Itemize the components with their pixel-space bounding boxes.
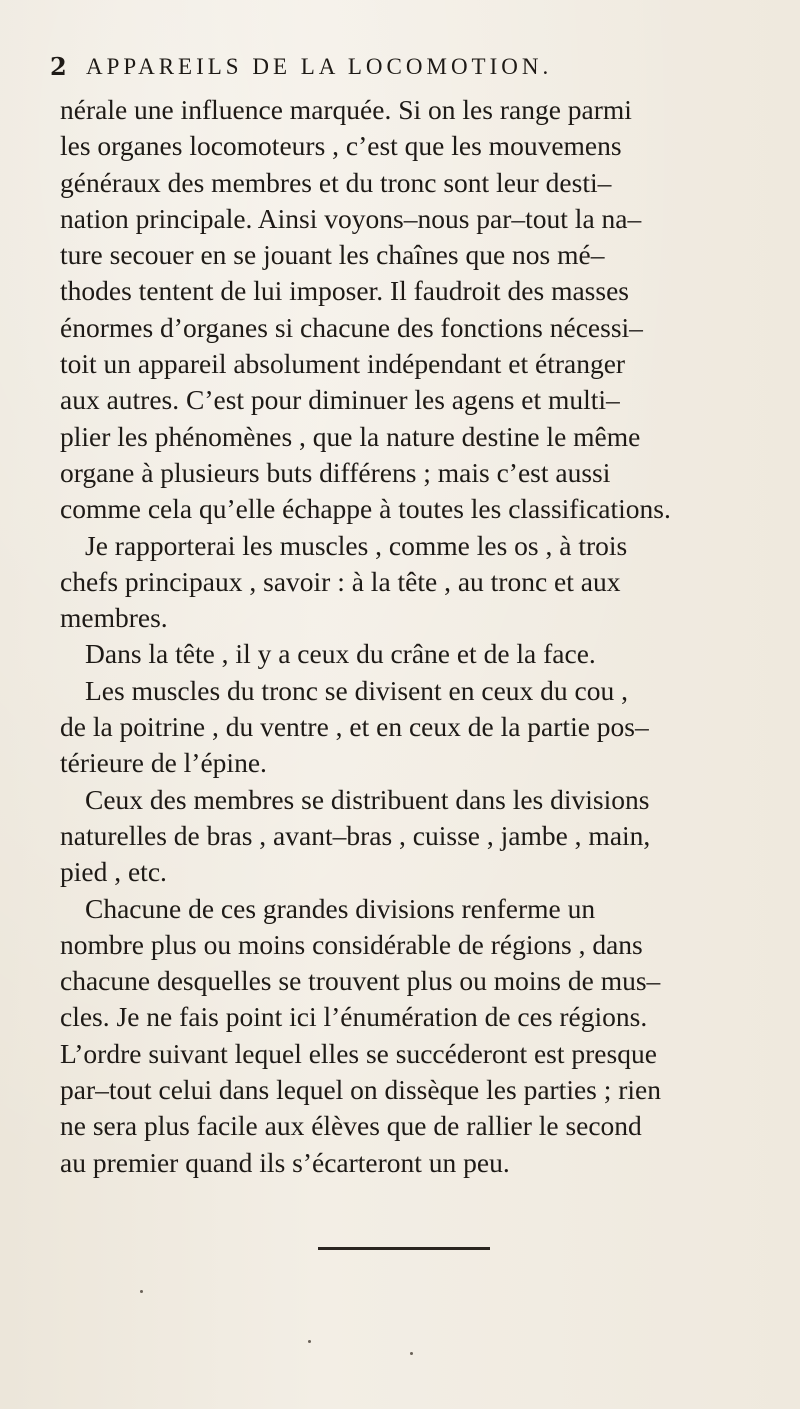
text-line: nérale une influence marquée. Si on les range parmi bbox=[60, 94, 632, 125]
text-line: par–tout celui dans lequel on dissèque les parties ; rien bbox=[60, 1074, 662, 1106]
text-line: ne sera plus facile aux élèves que de rallier le second bbox=[60, 1110, 642, 1142]
text-line: thodes tentent de lui imposer. Il faudroit des masses bbox=[60, 275, 629, 307]
text-line: plier les phénomènes , que la nature destine le même bbox=[60, 420, 641, 452]
text-line: aux autres. C’est pour diminuer les agens et multi– bbox=[60, 384, 620, 416]
ink-speck bbox=[140, 1290, 143, 1293]
text-line: membres. bbox=[60, 602, 168, 634]
text-line: térieure de l’épine. bbox=[60, 747, 267, 779]
text-line: nombre plus ou moins considérable de régions , dans bbox=[60, 928, 643, 960]
page-number: 2 bbox=[50, 52, 67, 81]
text-line: nation principale. Ainsi voyons–nous par–tout la na– bbox=[60, 202, 642, 234]
ink-speck bbox=[308, 1340, 311, 1343]
body-text bbox=[60, 92, 750, 1181]
end-rule bbox=[318, 1247, 490, 1250]
text-line: pied , etc. bbox=[60, 856, 167, 888]
text-line: Les muscles du tronc se divisent en ceux du cou , bbox=[85, 674, 628, 706]
text-line: cles. Je ne fais point ici l’énumération de ces régions. bbox=[60, 1001, 648, 1033]
text-line: les organes locomoteurs , c’est que les mouvemens bbox=[60, 130, 622, 162]
text-line: énormes d’organes si chacune des fonctions nécessi– bbox=[60, 311, 643, 343]
text-line: de la poitrine , du ventre , et en ceux de la partie pos– bbox=[60, 711, 649, 743]
text-line: chacune desquelles se trouvent plus ou moins de mus– bbox=[60, 965, 661, 997]
text-line: comme cela qu’elle échappe à toutes les classifications. bbox=[60, 493, 671, 525]
ink-speck bbox=[410, 1352, 413, 1355]
text-line: chefs principaux , savoir : à la tête , au tronc et aux bbox=[60, 565, 621, 597]
text-line: ture secouer en se jouant les chaînes que nos mé– bbox=[60, 239, 605, 271]
text-line: toit un appareil absolument indépendant et étranger bbox=[60, 348, 626, 380]
text-line: L’ordre suivant lequel elles se succéderont est presque bbox=[60, 1037, 657, 1069]
text-line: organe à plusieurs buts différens ; mais c’est aussi bbox=[60, 456, 611, 488]
running-title: APPAREILS DE LA LOCOMOTION. bbox=[86, 54, 553, 79]
page-header bbox=[50, 52, 750, 86]
text-line: Ceux des membres se distribuent dans les divisions bbox=[85, 783, 650, 815]
text-line: au premier quand ils s’écarteront un peu. bbox=[60, 1146, 510, 1178]
text-line: naturelles de bras , avant–bras , cuisse , jambe , main, bbox=[60, 819, 651, 851]
text-line: Chacune de ces grandes divisions renferme un bbox=[85, 892, 596, 924]
text-line: Je rapporterai les muscles , comme les os , à trois bbox=[85, 529, 628, 561]
text-line: Dans la tête , il y a ceux du crâne et de la face. bbox=[85, 638, 596, 670]
text-line: généraux des membres et du tronc sont leur desti– bbox=[60, 166, 612, 198]
